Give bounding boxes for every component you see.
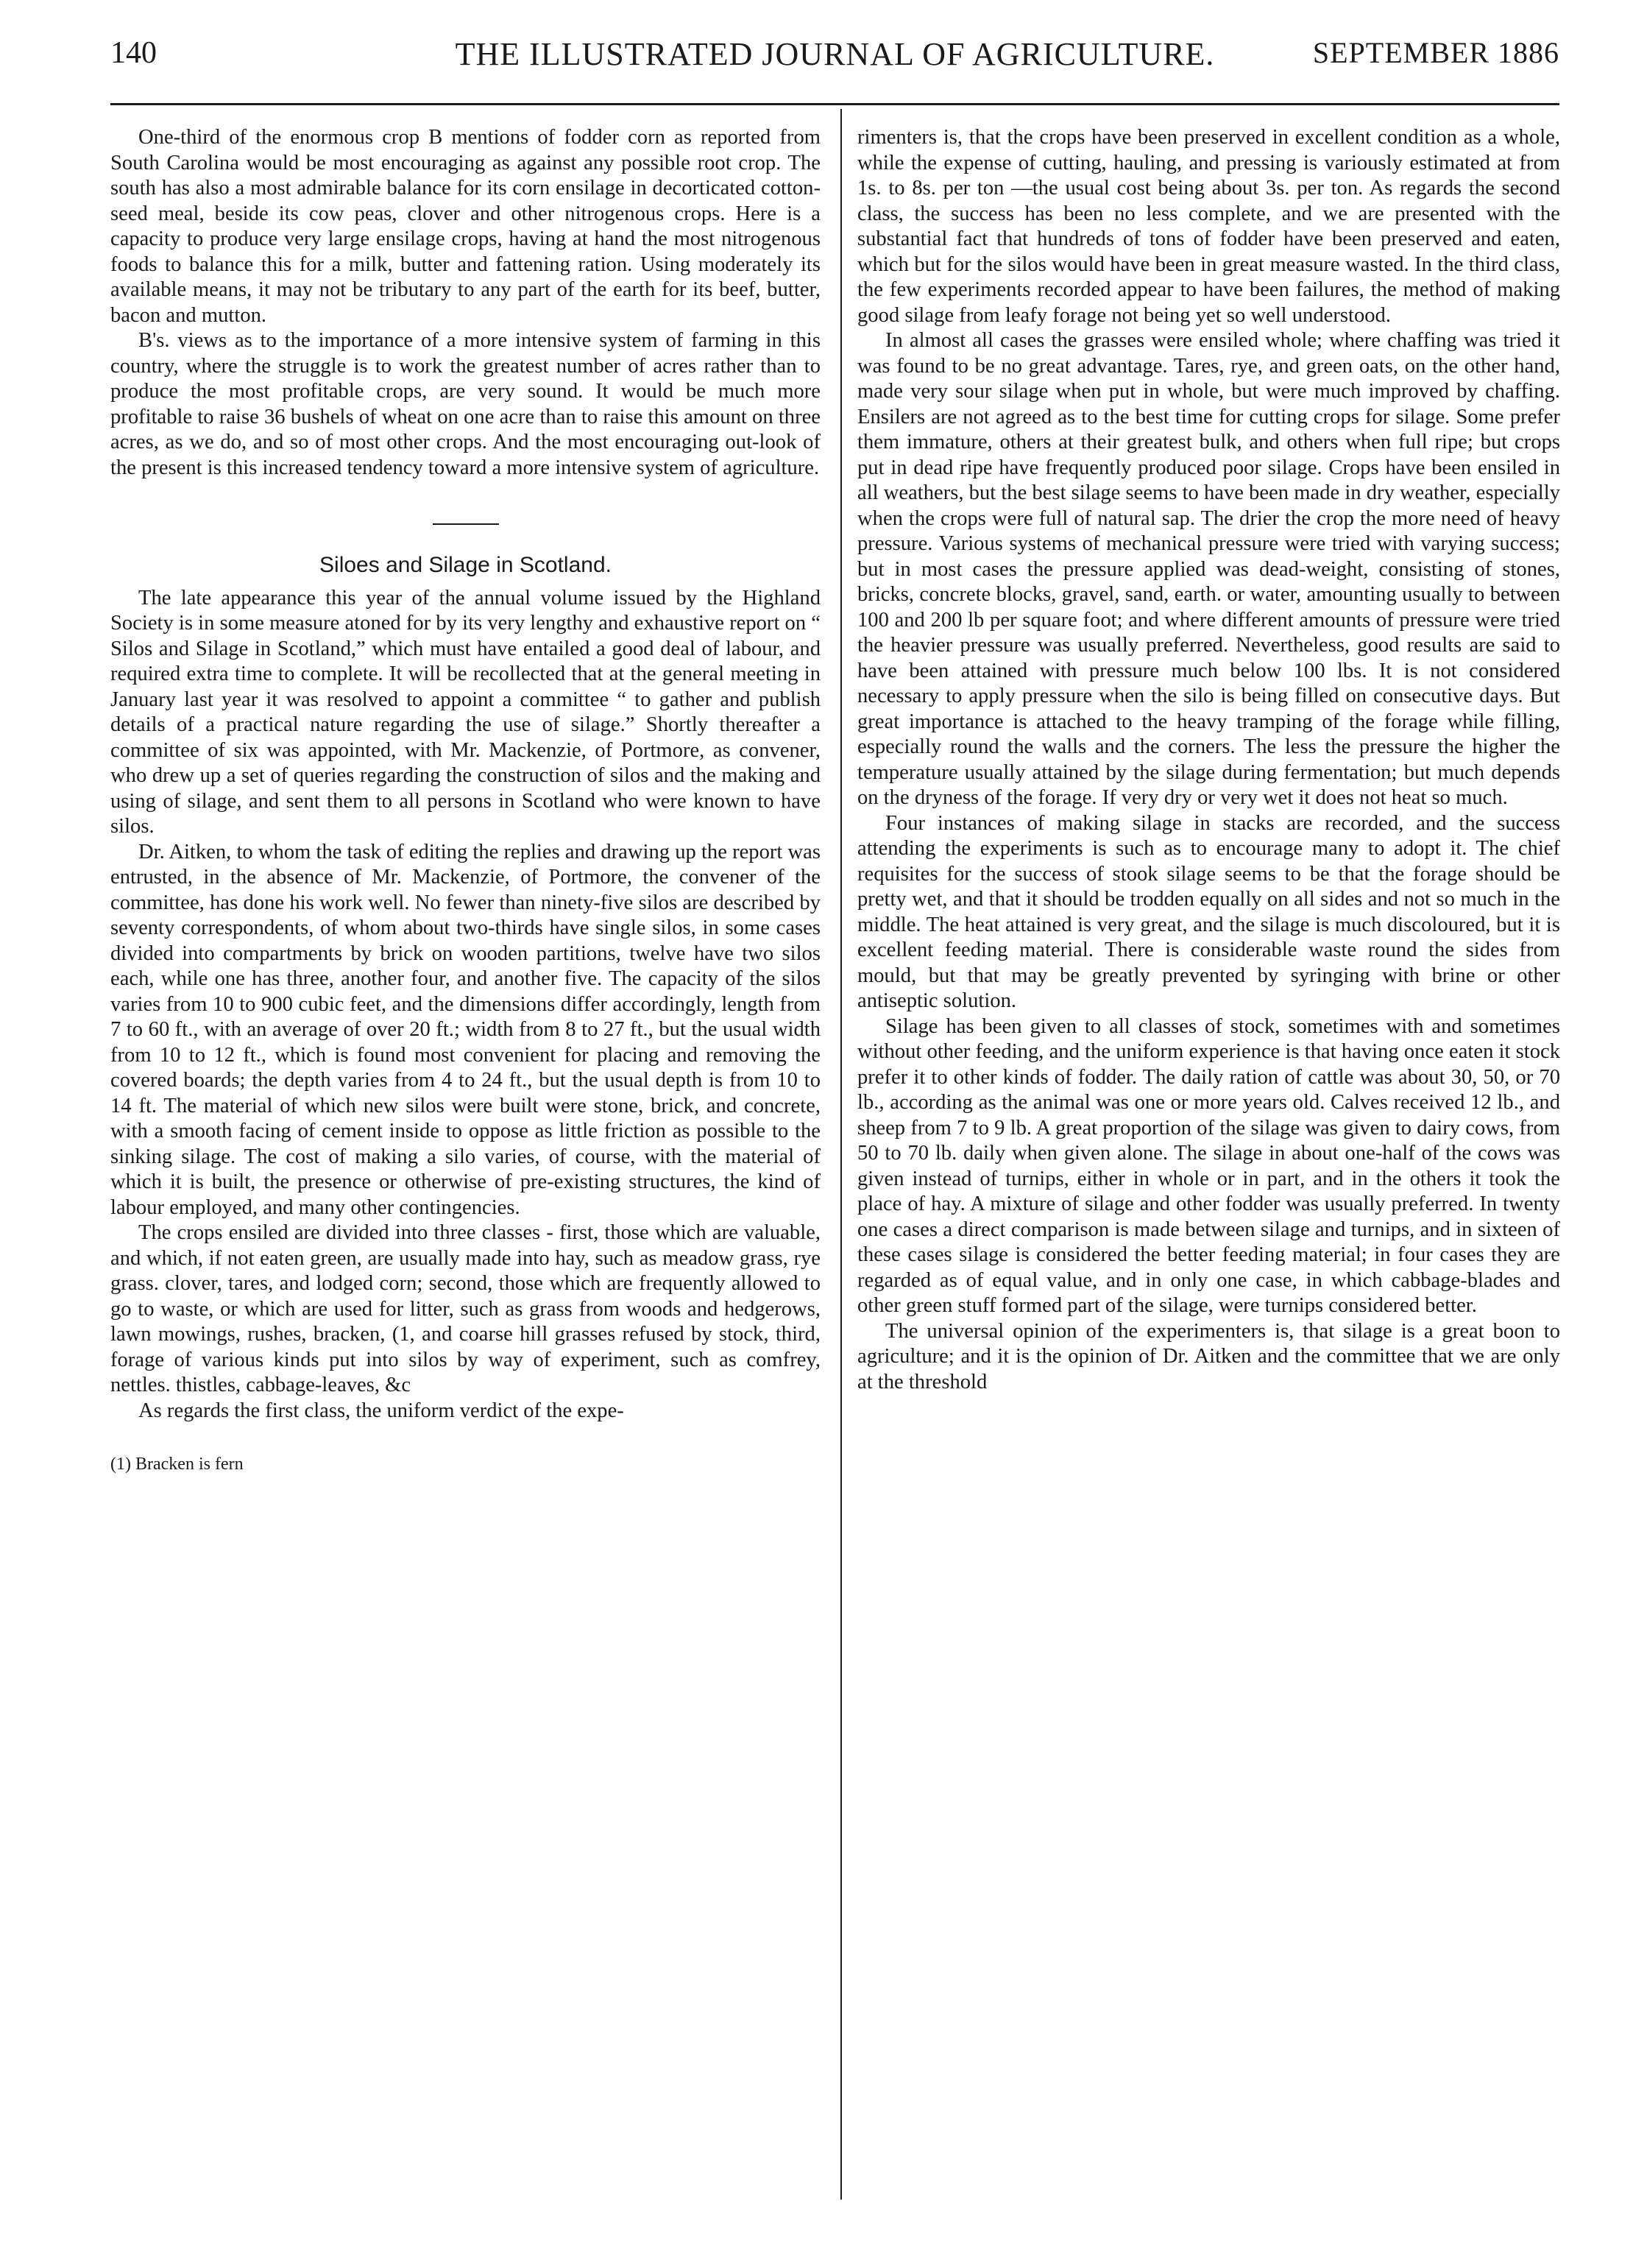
paragraph: Silage has been given to all classes of stock, sometimes with and sometimes without other feeding, and the uniform experience is that having once eaten it stock prefer it to other kinds of fodder. The daily ration of cattle was about 30, 50, or 70 lb., according as the animal was one or more years old. Calves received 12 lb., and sheep from 7 to 9 lb. A great proportion of the silage was given to dairy cows, from 50 to 70 lb. daily when given alone. The silage in about one-half of the cows was given instead of turnips, either in whole or in part, and in the others it took the place of hay. A mixture of silage and other fodder was usually preferred. In twenty one cases a direct comparison is made between silage and turnips, and in sixteen of these cases silage is considered the better feeding material; in four cases they are regarded as of equal value, and in only one case, in which cabbage-blades and other green stuff formed part of the silage, were turnips considered better. <box>857 1014 1560 1317</box>
section-divider <box>433 523 499 525</box>
section-heading: Siloes and Silage in Scotland. <box>319 553 612 577</box>
paragraph: One-third of the enormous crop B mentions of fodder corn as reported from South Carolina would be most encouraging as against any possible root crop. The south has also a most admirable balance for its corn ensilage in decorticated cotton-seed meal, beside its cow peas, clover and other nitrogenous crops. Here is a capacity to produce very large ensilage crops, having at hand the most nitrogenous foods to balance this for a milk, butter and fattening ration. Using moderately its available means, it may not be tributary to any part of the earth for its beef, butter, bacon and mutton. <box>110 126 821 327</box>
paragraph: Dr. Aitken, to whom the task of editing the replies and drawing up the report was entrusted, in the absence of Mr. Mackenzie, of Portmore, the convener of the committee, has done his work well. No fewer than ninety-five silos are described by seventy correspondents, of whom about two-thirds have single silos, in some cases divided into compartments by brick on wooden partitions, twelve have two silos each, while one has three, another four, and another five. The capacity of the silos varies from 10 to 900 cubic feet, and the dimensions differ accordingly, length from 7 to 60 ft., with an average of over 20 ft.; width from 8 to 27 ft., but the usual width from 10 to 12 ft., which is found most convenient for placing and removing the covered boards; the depth varies from 4 to 24 ft., but the usual depth is from 10 to 14 ft. The material of which new silos were built were stone, brick, and concrete, with a smooth facing of cement inside to oppose as little friction as possible to the sinking silage. The cost of making a silo varies, of course, with the material of which it is built, the presence or otherwise of pre-existing structures, the kind of labour employed, and many other contingencies. <box>110 840 821 1219</box>
paragraph: The late appearance this year of the annual volume issued by the Highland Society is in some measure atoned for by its very lengthy and exhaustive report on “ Silos and Silage in Scotland,” which must have entailed a good deal of labour, and required extra time to complete. It will be recollected that at the general meeting in January last year it was resolved to appoint a committee “ to gather and publish details of a practical nature regarding the use of silage.” Shortly thereafter a committee of six was appointed, with Mr. Mackenzie, of Portmore, as convener, who drew up a set of queries regarding the construction of silos and the making and using of silage, and sent them to all persons in Scotland who were known to have silos. <box>110 586 821 838</box>
footnote: (1) Bracken is fern <box>110 1455 244 1474</box>
header-rule <box>110 103 1559 105</box>
paragraph: Four instances of making silage in stacks are recorded, and the success attending the experiments is such as to encourage many to adopt it. The chief requisites for the success of stook silage seems to be that the forage should be pretty wet, and that it should be trodden equally on all sides and not so much in the middle. The heat attained is very great, and the silage is much discoloured, but it is excellent feeding material. There is considerable waste round the sides from mould, but that may be greatly prevented by syringing with brine or other antiseptic solution. <box>857 811 1560 1012</box>
right-column <box>857 125 1560 1395</box>
left-column <box>110 125 821 1477</box>
page-header <box>110 35 1559 80</box>
issue-date: SEPTEMBER 1886 <box>1312 36 1559 69</box>
paragraph: B's. views as to the importance of a more intensive system of farming in this country, where the struggle is to work the greatest number of acres rather than to produce the most profitable crops, are very sound. It would be much more profitable to raise 36 bushels of wheat on one acre than to raise this amount on three acres, as we do, and so of most other crops. And the most encouraging out-look of the present is this increased tendency toward a more intensive system of agriculture. <box>110 329 821 479</box>
column-divider <box>840 109 842 2200</box>
journal-title: THE ILLUSTRATED JOURNAL OF AGRICULTURE. <box>455 36 1215 72</box>
page-number: 140 <box>110 36 157 70</box>
paragraph: The universal opinion of the experimenters is, that silage is a great boon to agriculture; and it is the opinion of Dr. Aitken and the committee that we are only at the threshold <box>857 1319 1560 1393</box>
paragraph: In almost all cases the grasses were ensiled whole; where chaffing was tried it was found to be no great advantage. Tares, rye, and green oats, on the other hand, made very sour silage when put in whole, but were much improved by chaffing. Ensilers are not agreed as to the best time for cutting crops for silage. Some prefer them immature, others at their greatest bulk, and others when full ripe; but crops put in dead ripe have frequently produced poor silage. Crops have been ensiled in all weathers, but the best silage seems to have been made in dry weather, especially when the crops were full of natural sap. The drier the crop the more need of heavy pressure. Various systems of mechanical pressure were tried with varying success; but in most cases the pressure applied was dead-weight, consisting of stones, bricks, concrete blocks, gravel, sand, earth. or water, amounting usually to between 100 and 200 lb per square foot; and where different amounts of pressure were tried the heavier pressure was usually preferred. Nevertheless, good results are said to have been attained with pressure much below 100 lbs. It is not considered necessary to apply pressure when the silo is being filled on consecutive days. But great importance is attached to the heavy tramping of the forage while filling, especially round the walls and the corners. The less the pressure the higher the temperature usually attained by the silage during fermentation; but much depends on the dryness of the forage. If very dry or very wet it does not heat so much. <box>857 329 1560 809</box>
paragraph: rimenters is, that the crops have been preserved in excellent condition as a whole, while the expense of cutting, hauling, and pressing is variously estimated at from 1s. to 8s. per ton —the usual cost being about 3s. per ton. As regards the second class, the success has been no less complete, and we are presented with the substantial fact that hundreds of tons of fodder have been preserved and eaten, which but for the silos would have been in great measure wasted. In the third class, the few experiments recorded appear to have been failures, the method of making good silage from leafy forage not being yet so well understood. <box>857 126 1560 327</box>
paragraph: As regards the first class, the uniform verdict of the expe- <box>138 1399 624 1422</box>
paragraph: The crops ensiled are divided into three classes - first, those which are valuable, and which, if not eaten green, are usually made into hay, such as meadow grass, rye grass. clover, tares, and lodged corn; second, those which are frequently allowed to go to waste, or which are used for litter, such as grass from woods and hedgerows, lawn mowings, rushes, bracken, (1, and coarse hill grasses refused by stock, third, forage of various kinds put into silos by way of experiment, such as comfrey, nettles. thistles, cabbage-leaves, &c <box>110 1221 821 1396</box>
